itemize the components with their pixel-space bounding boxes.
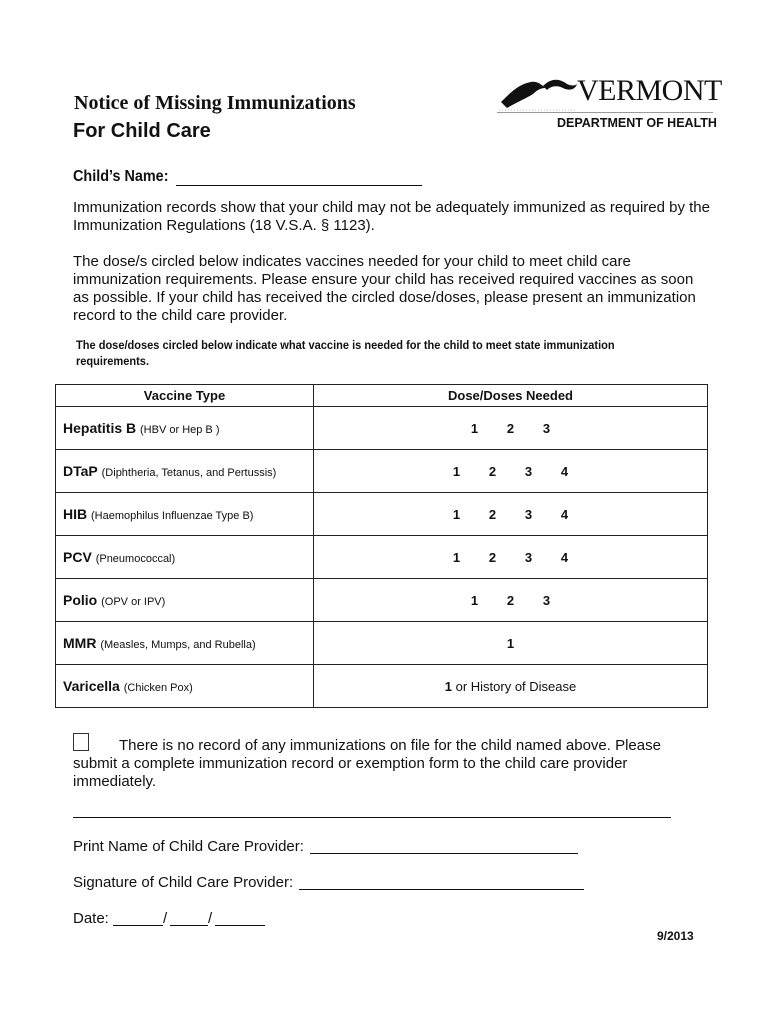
provider-signature-field[interactable] <box>299 889 584 890</box>
table-row <box>56 407 708 450</box>
paragraph-instructions: The dose/s circled below indicates vaccines needed for your child to meet child care immunization requirements. Please ensure your child has received required vaccines as soon as possible. If your child has received the circled dose/doses, please present an immunization record to the child care provider. <box>73 253 696 324</box>
dose-cell <box>314 665 708 708</box>
vaccine-name: MMR <box>63 635 97 651</box>
paragraph-circled-note: The dose/doses circled below indicate what vaccine is needed for the child to meet state immunization requirements. <box>76 338 615 368</box>
vaccine-detail: (OPV or IPV) <box>101 596 166 608</box>
dose-option[interactable]: 2 <box>488 549 497 565</box>
dose-cell <box>314 450 708 493</box>
table-row <box>56 450 708 493</box>
date-day-field[interactable] <box>170 925 208 926</box>
dose-option[interactable]: 4 <box>560 506 569 522</box>
vermont-health-logo <box>497 74 722 136</box>
table-row <box>56 536 708 579</box>
provider-signature-label: Signature of Child Care Provider: <box>73 874 294 891</box>
date-month-field[interactable] <box>113 925 163 926</box>
dose-option[interactable]: 3 <box>524 506 533 522</box>
no-record-text: There is no record of any immunizations on file for the child named above. Please submit a complete immunization record or exemption form to the child care provider immediately. <box>73 737 661 790</box>
dose-cell <box>314 579 708 622</box>
dose-option[interactable]: 4 <box>560 463 569 479</box>
dose-suffix: or History of Disease <box>451 678 577 694</box>
dose-option[interactable]: 1 <box>452 506 461 522</box>
dose-option[interactable]: 4 <box>560 549 569 565</box>
dose-option[interactable]: 3 <box>524 549 533 565</box>
date-label: Date: <box>73 910 109 927</box>
header-vaccine-type: Vaccine Type <box>56 385 314 407</box>
vaccine-name-cell <box>56 665 314 708</box>
vaccine-name: DTaP <box>63 463 98 479</box>
dose-option[interactable]: 3 <box>524 463 533 479</box>
child-name-field[interactable] <box>176 185 422 186</box>
mountain-logo-icon <box>497 74 579 112</box>
vaccine-detail: (Measles, Mumps, and Rubella) <box>100 639 256 651</box>
vaccine-name-cell <box>56 622 314 665</box>
provider-name-field[interactable] <box>310 853 578 854</box>
dose-option[interactable]: 3 <box>542 592 551 608</box>
table-row <box>56 493 708 536</box>
vaccine-name: Polio <box>63 592 98 608</box>
date-separator: / <box>208 910 213 927</box>
table-row <box>56 622 708 665</box>
logo-divider <box>497 112 713 113</box>
dose-option[interactable]: 1 <box>470 420 479 436</box>
form-subtitle: For Child Care <box>73 120 211 142</box>
vaccine-name: HIB <box>63 506 88 522</box>
dose-cell <box>314 407 708 450</box>
dose-option[interactable]: 1 <box>506 635 515 651</box>
vaccine-name-cell <box>56 536 314 579</box>
vaccine-name-cell <box>56 493 314 536</box>
revision-date: 9/2013 <box>657 929 694 943</box>
header-doses-needed: Dose/Doses Needed <box>314 385 708 407</box>
vaccine-name: Varicella <box>63 678 120 694</box>
date-year-field[interactable] <box>215 925 265 926</box>
dose-cell <box>314 622 708 665</box>
vaccine-detail: (Chicken Pox) <box>123 682 193 694</box>
dose-cell <box>314 493 708 536</box>
vaccine-name-cell <box>56 450 314 493</box>
dose-cell <box>314 536 708 579</box>
separator-line <box>73 817 671 818</box>
dose-option[interactable]: 2 <box>488 506 497 522</box>
dose-option[interactable]: 2 <box>506 420 515 436</box>
vaccine-name-cell <box>56 407 314 450</box>
vaccine-table <box>55 384 708 708</box>
child-name-label: Child’s Name: <box>73 168 169 185</box>
form-title: Notice of Missing Immunizations <box>74 92 356 114</box>
dose-option[interactable]: 1 <box>470 592 479 608</box>
table-row <box>56 579 708 622</box>
date-separator: / <box>163 910 168 927</box>
vaccine-name: Hepatitis B <box>63 420 137 436</box>
vaccine-name: PCV <box>63 549 92 565</box>
dose-option[interactable]: 3 <box>542 420 551 436</box>
dose-option[interactable]: 2 <box>488 463 497 479</box>
vaccine-name-cell <box>56 579 314 622</box>
vaccine-detail: (Haemophilus Influenzae Type B) <box>91 510 254 522</box>
vaccine-detail: (HBV or Hep B ) <box>140 424 220 436</box>
vaccine-detail: (Pneumococcal) <box>95 553 176 565</box>
table-header-row <box>56 385 708 407</box>
vaccine-detail: (Diphtheria, Tetanus, and Pertussis) <box>101 467 277 479</box>
dose-option[interactable]: 1 <box>452 463 461 479</box>
dose-option[interactable]: 1 <box>444 678 452 694</box>
paragraph-regulations: Immunization records show that your child may not be adequately immunized as required by the Immunization Regulations (18 V.S.A. § 1123). <box>73 199 710 234</box>
dose-option[interactable]: 1 <box>452 549 461 565</box>
logo-department-text: DEPARTMENT OF HEALTH <box>557 116 717 130</box>
provider-name-label: Print Name of Child Care Provider: <box>73 838 304 855</box>
table-row <box>56 665 708 708</box>
dose-option[interactable]: 2 <box>506 592 515 608</box>
logo-vermont-text: VERMONT <box>577 74 722 107</box>
